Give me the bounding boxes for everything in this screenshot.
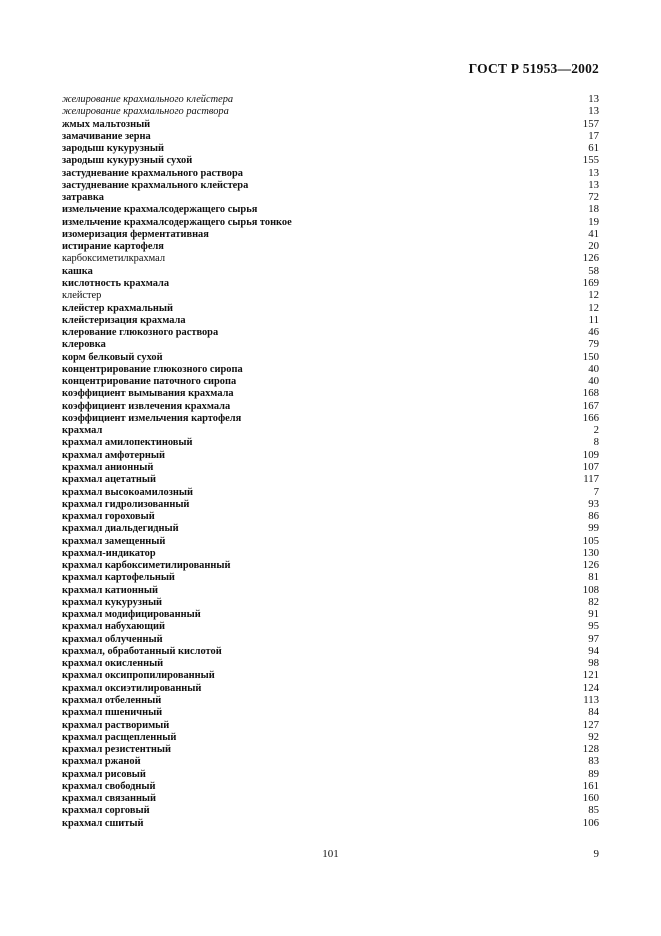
index-term: изомеризация ферментативная [62,228,209,240]
index-entry [62,338,599,350]
index-entry [62,436,599,448]
index-term: коэффициент вымывания крахмала [62,388,234,400]
index-term: кислотность крахмала [62,277,170,289]
index-page-ref: 168 [582,387,599,400]
index-term: клерование глюкозного раствора [62,327,219,339]
index-term: крахмал карбоксиметилированный [62,560,231,572]
index-page-ref: 128 [582,743,599,756]
index-entry [62,203,599,215]
index-term: истирание картофеля [62,241,164,253]
index-page-ref: 20 [588,240,599,253]
index-page-ref: 121 [582,669,599,682]
index-entry [62,118,599,130]
index-page-ref: 13 [588,166,599,179]
index-page-ref: 17 [588,129,599,142]
index-entry [62,473,599,485]
index-term: крахмал связанный [62,793,157,805]
index-page-ref: 13 [588,105,599,118]
index-entry [62,424,599,436]
index-entry [62,817,599,829]
index-term: крахмал набухающий [62,621,165,633]
index-entry [62,461,599,473]
index-term: крахмал ацетатный [62,474,157,486]
index-page-ref: 105 [582,534,599,547]
index-term: коэффициент извлечения крахмала [62,400,231,412]
index-entry [62,694,599,706]
index-entry [62,620,599,632]
index-term: крахмал растворимый [62,719,170,731]
index-term: зародыш кукурузный [62,143,164,155]
index-entry [62,216,599,228]
index-term: крахмал модифицированный [62,609,201,621]
index-entry [62,792,599,804]
index-entry [62,535,599,547]
index-page-ref: 107 [582,460,599,473]
index-term: крахмал оксиэтилированный [62,682,202,694]
index-page-ref: 18 [588,203,599,216]
index-entry [62,780,599,792]
index-term: крахмал высокоамилозный [62,486,193,498]
index-page-ref: 40 [588,375,599,388]
index-page-ref: 12 [588,289,599,302]
sheet-number: 9 [593,848,599,860]
index-term: крахмал облученный [62,633,163,645]
index-term: желирование крахмального раствора [62,106,229,118]
index-entry [62,608,599,620]
index-term: крахмал сорговый [62,805,150,817]
index-page-ref: 155 [582,154,599,167]
index-term: крахмал рисовый [62,768,146,780]
index-entry [62,363,599,375]
index-page-ref: 99 [588,522,599,535]
index-term: крахмал пшеничный [62,707,163,719]
index-term: концентрирование паточного сиропа [62,376,237,388]
index-term: крахмал гидролизованный [62,498,190,510]
index-term: кашка [62,265,93,277]
index-page-ref: 113 [583,694,599,707]
index-entry [62,326,599,338]
index-page-ref: 7 [593,485,599,498]
index-term: крахмал сшитый [62,817,144,829]
index-page-ref: 72 [588,191,599,204]
index-term: крахмал свободный [62,780,156,792]
index-entry [62,351,599,363]
index-term: крахмал катионный [62,584,158,596]
index-page-ref: 61 [588,142,599,155]
index-term: корм белковый сухой [62,351,163,363]
index-term: крахмал оксипропилированный [62,670,215,682]
index-page-ref: 117 [583,473,599,486]
index-page-ref: 12 [588,301,599,314]
index-page-ref: 109 [582,448,599,461]
index-term: застудневание крахмального клейстера [62,179,249,191]
index-page-ref: 91 [588,608,599,621]
index-entry [62,633,599,645]
index-page-ref: 92 [588,730,599,743]
index-page-ref: 86 [588,510,599,523]
index-page-ref: 19 [588,215,599,228]
index-term: крахмал, обработанный кислотой [62,645,222,657]
index-page-ref: 169 [582,276,599,289]
index-page-ref: 46 [588,326,599,339]
index-entry [62,596,599,608]
index-page-ref: 98 [588,657,599,670]
index-term: крахмал-индикатор [62,547,156,559]
index-page-ref: 40 [588,362,599,375]
index-page-ref: 161 [582,779,599,792]
index-entry [62,706,599,718]
index-term: затравка [62,192,104,204]
index-entry [62,93,599,105]
index-entry [62,179,599,191]
index-page-ref: 167 [582,399,599,412]
index-term: крахмал анионный [62,461,154,473]
index-entry [62,669,599,681]
index-entry [62,731,599,743]
index-page-ref: 93 [588,497,599,510]
index-page-ref: 95 [588,620,599,633]
index-page-ref: 130 [582,546,599,559]
index-entry [62,755,599,767]
index-term: жмых мальтозный [62,118,151,130]
index-page-ref: 2 [593,424,599,437]
index-page-ref: 41 [588,227,599,240]
index-page-ref: 127 [582,718,599,731]
index-entry [62,498,599,510]
index-entry [62,130,599,142]
index-entry [62,387,599,399]
index-entry [62,719,599,731]
index-term: коэффициент измельчения картофеля [62,412,242,424]
index-term: клейстер [62,290,102,302]
index-term: клейстеризация крахмала [62,314,186,326]
index-entry [62,645,599,657]
index-page-ref: 157 [582,117,599,130]
index-entry [62,142,599,154]
index-entry [62,314,599,326]
index-term: крахмал ржаной [62,756,141,768]
index-page-ref: 13 [588,93,599,105]
index-entry [62,449,599,461]
index-page-ref: 84 [588,706,599,719]
index-term: крахмал расщепленный [62,731,177,743]
index-entry [62,486,599,498]
index-page-ref: 106 [582,816,599,829]
index-page-ref: 11 [588,313,599,326]
index-entry [62,154,599,166]
index-page-ref: 58 [588,264,599,277]
index-entry [62,657,599,669]
index-term: карбоксиметилкрахмал [62,253,166,265]
index-page-ref: 126 [582,252,599,265]
index-term: застудневание крахмального раствора [62,167,243,179]
index-entry [62,412,599,424]
index-term: желирование крахмального клейстера [62,94,234,105]
index-page-ref: 108 [582,583,599,596]
index-page-ref: 13 [588,178,599,191]
index-entry [62,240,599,252]
index-entry [62,522,599,534]
index-term: крахмал [62,425,103,437]
index-page-ref: 8 [593,436,599,449]
index-page-ref: 82 [588,595,599,608]
index-term: измельчение крахмалсодержащего сырья тонкое [62,216,292,228]
index-entry [62,375,599,387]
index-entry [62,743,599,755]
index-entry [62,302,599,314]
index-page-ref: 150 [582,350,599,363]
index-term: крахмал окисленный [62,658,164,670]
index-entry [62,768,599,780]
index-page-ref: 126 [582,559,599,572]
index-entry [62,191,599,203]
index-entry [62,105,599,117]
index-page-ref: 94 [588,644,599,657]
index-entry [62,682,599,694]
index-entry [62,167,599,179]
index-entry [62,252,599,264]
index-term: крахмал амфотерный [62,449,165,461]
index-term: крахмал амилопектиновый [62,437,193,449]
index-term: крахмал отбеленный [62,695,162,707]
index-page-ref: 79 [588,338,599,351]
index-term: зародыш кукурузный сухой [62,155,193,167]
index-page-ref: 166 [582,411,599,424]
index-term: крахмал диальдегидный [62,523,179,535]
document-header: ГОСТ Р 51953—2002 [468,61,599,76]
index-term: крахмал гороховый [62,511,155,523]
index-term: крахмал кукурузный [62,596,163,608]
index-term: крахмал резистентный [62,744,171,756]
index-page-ref: 85 [588,804,599,817]
index-entry [62,571,599,583]
index-term: измельчение крахмалсодержащего сырья [62,204,258,216]
index-page-ref: 89 [588,767,599,780]
index-page-ref: 160 [582,792,599,805]
index-entry [62,559,599,571]
index-page-ref: 124 [582,681,599,694]
index-entry [62,277,599,289]
index-entry [62,400,599,412]
index-entry [62,547,599,559]
index-entry [62,289,599,301]
index-term: крахмал картофельный [62,572,175,584]
index-entry [62,584,599,596]
index-term: концентрирование глюкозного сиропа [62,363,243,375]
index-page-ref: 97 [588,632,599,645]
index-term: клеровка [62,339,106,351]
index-term: крахмал замещенный [62,535,166,547]
index-entry [62,228,599,240]
page-number: 101 [322,848,339,860]
index-term: клейстер крахмальный [62,302,173,314]
index-page-ref: 81 [588,571,599,584]
index-term: замачивание зерна [62,130,151,142]
index-entry [62,265,599,277]
term-index-list [62,93,599,829]
index-page-ref: 83 [588,755,599,768]
index-entry [62,510,599,522]
index-entry [62,804,599,816]
